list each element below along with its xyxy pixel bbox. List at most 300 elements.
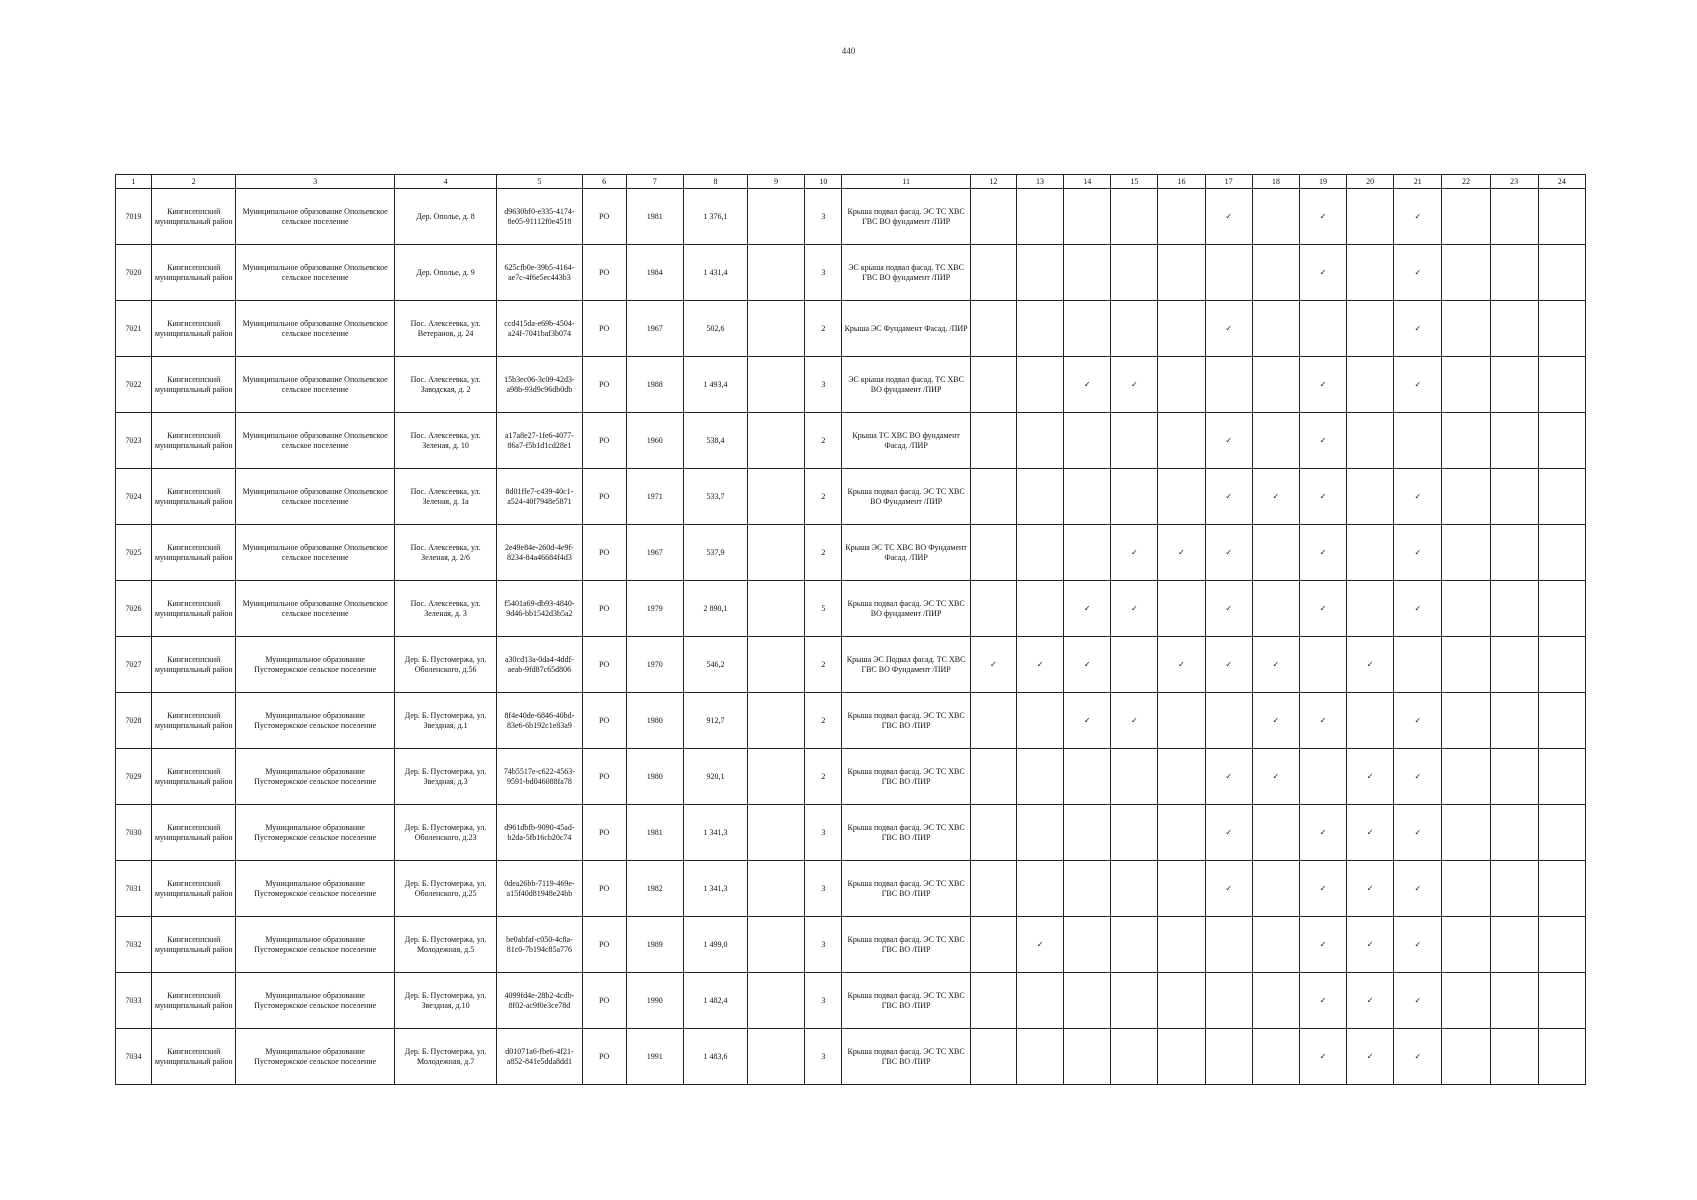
district-cell: Кингисеппский муниципальный район	[152, 637, 236, 693]
check-cell-col-12	[970, 973, 1016, 1029]
check-cell-col-18	[1252, 637, 1299, 693]
check-cell-col-14	[1064, 693, 1111, 749]
check-cell-col-21	[1394, 693, 1442, 749]
column-header-24: 24	[1538, 175, 1585, 189]
works-cell: Крыша подвал фасад. ЭС ТС ХВС ГВС ВО /ПИР	[842, 693, 970, 749]
district-cell: Кингисеппский муниципальный район	[152, 301, 236, 357]
check-cell-col-12	[970, 581, 1016, 637]
check-mark-icon: ✓	[1319, 435, 1327, 445]
district-cell: Кингисеппский муниципальный район	[152, 581, 236, 637]
row-id: 7020	[116, 245, 152, 301]
address-cell: Дер. Б. Пустомержа, ул. Звездная, д.10	[394, 973, 496, 1029]
registry-table	[115, 174, 1586, 1085]
works-cell: Крыша ЭС Фундамент Фасад. /ПИР	[842, 301, 970, 357]
check-cell-col-18	[1252, 245, 1299, 301]
check-cell-col-24	[1538, 917, 1585, 973]
check-cell-col-18	[1252, 301, 1299, 357]
check-mark-icon: ✓	[1319, 1051, 1327, 1061]
year-cell: 1982	[626, 861, 683, 917]
check-mark-icon: ✓	[1272, 659, 1280, 669]
table-row	[116, 1029, 1586, 1085]
building-code-cell: be0abfaf-c050-4c8a-81c0-7b194c85a776	[497, 917, 582, 973]
check-cell-col-20	[1347, 525, 1394, 581]
check-cell-col-14	[1064, 357, 1111, 413]
floors-cell: 3	[805, 1029, 842, 1085]
table-row	[116, 693, 1586, 749]
table-row	[116, 973, 1586, 1029]
check-cell-col-23	[1490, 245, 1538, 301]
works-cell: Крыша подвал фасад. ЭС ТС ХВС ГВС ВО /ПИР	[842, 805, 970, 861]
check-mark-icon: ✓	[1414, 883, 1422, 893]
check-cell-col-23	[1490, 581, 1538, 637]
check-cell-col-14	[1064, 917, 1111, 973]
year-cell: 1971	[626, 469, 683, 525]
check-cell-col-20	[1347, 189, 1394, 245]
check-cell-col-22	[1442, 973, 1490, 1029]
year-cell: 1980	[626, 693, 683, 749]
check-cell-col-24	[1538, 357, 1585, 413]
check-mark-icon: ✓	[990, 659, 997, 669]
building-code-cell: 8d01ffe7-c439-40c1-a524-40f7948e5871	[497, 469, 582, 525]
type-cell: РО	[582, 861, 626, 917]
check-cell-col-21	[1394, 189, 1442, 245]
check-cell-col-18	[1252, 189, 1299, 245]
year-cell: 1988	[626, 357, 683, 413]
check-cell-col-13	[1016, 637, 1063, 693]
works-cell: ЭС крыша подвал фасад. ТС ХВС ВО фундамент /ПИР	[842, 357, 970, 413]
check-cell-col-19	[1299, 413, 1346, 469]
check-cell-col-20	[1347, 245, 1394, 301]
check-mark-icon: ✓	[1366, 1051, 1374, 1061]
check-cell-col-20	[1347, 693, 1394, 749]
address-cell: Пос. Алексеевка, ул. Зеленая, д. 1а	[394, 469, 496, 525]
check-cell-col-14	[1064, 1029, 1111, 1085]
municipality-cell: Муниципальное образование Опольевское сельское поселение	[236, 301, 395, 357]
check-cell-col-17	[1205, 245, 1252, 301]
floors-cell: 2	[805, 469, 842, 525]
check-mark-icon: ✓	[1083, 659, 1091, 669]
address-cell: Дер. Б. Пустомержа, ул. Молодежная, д.7	[394, 1029, 496, 1085]
check-cell-col-23	[1490, 693, 1538, 749]
municipality-cell: Муниципальное образование Пустомержское сельское поселение	[236, 973, 395, 1029]
column-9-cell	[748, 357, 805, 413]
column-9-cell	[748, 805, 805, 861]
address-cell: Пос. Алексеевка, ул. Зеленая, д. 2/6	[394, 525, 496, 581]
column-header-21: 21	[1394, 175, 1442, 189]
row-id: 7026	[116, 581, 152, 637]
works-cell: Крыша подвал фасад. ЭС ТС ХВС ГВС ВО /ПИР	[842, 917, 970, 973]
check-cell-col-18	[1252, 469, 1299, 525]
address-cell: Дер. Б. Пустомержа, ул. Оболенского, д.56	[394, 637, 496, 693]
type-cell: РО	[582, 469, 626, 525]
check-cell-col-18	[1252, 861, 1299, 917]
type-cell: РО	[582, 749, 626, 805]
year-cell: 1960	[626, 413, 683, 469]
check-cell-col-23	[1490, 469, 1538, 525]
municipality-cell: Муниципальное образование Опольевское сельское поселение	[236, 525, 395, 581]
check-cell-col-21	[1394, 1029, 1442, 1085]
check-cell-col-22	[1442, 917, 1490, 973]
building-code-cell: 0dea26bb-7119-469e-a15f40d81948e24bb	[497, 861, 582, 917]
check-mark-icon: ✓	[1414, 939, 1422, 949]
table-row	[116, 357, 1586, 413]
area-cell: 1 431,4	[683, 245, 747, 301]
check-mark-icon: ✓	[1319, 211, 1327, 221]
type-cell: РО	[582, 1029, 626, 1085]
check-cell-col-13	[1016, 357, 1063, 413]
check-mark-icon: ✓	[1131, 603, 1138, 613]
municipality-cell: Муниципальное образование Опольевское сельское поселение	[236, 357, 395, 413]
address-cell: Дер. Б. Пустомержа, ул. Звездная, д.1	[394, 693, 496, 749]
check-cell-col-24	[1538, 245, 1585, 301]
check-mark-icon: ✓	[1319, 883, 1327, 893]
check-cell-col-15	[1111, 861, 1158, 917]
check-cell-col-22	[1442, 637, 1490, 693]
column-9-cell	[748, 917, 805, 973]
check-mark-icon: ✓	[1131, 547, 1138, 557]
year-cell: 1980	[626, 749, 683, 805]
check-cell-col-17	[1205, 861, 1252, 917]
type-cell: РО	[582, 357, 626, 413]
check-cell-col-15	[1111, 525, 1158, 581]
check-cell-col-21	[1394, 245, 1442, 301]
check-cell-col-12	[970, 413, 1016, 469]
column-header-22: 22	[1442, 175, 1490, 189]
check-cell-col-16	[1158, 469, 1205, 525]
check-cell-col-23	[1490, 749, 1538, 805]
check-cell-col-13	[1016, 469, 1063, 525]
check-cell-col-19	[1299, 581, 1346, 637]
check-mark-icon: ✓	[1225, 827, 1233, 837]
works-cell: Крыша ТС ХВС ВО фундамент Фасад. /ПИР	[842, 413, 970, 469]
column-9-cell	[748, 245, 805, 301]
check-cell-col-12	[970, 245, 1016, 301]
address-cell: Пос. Алексеевка, ул. Зеленая, д. 3	[394, 581, 496, 637]
page-number: 440	[841, 46, 856, 56]
district-cell: Кингисеппский муниципальный район	[152, 749, 236, 805]
check-cell-col-19	[1299, 749, 1346, 805]
check-cell-col-20	[1347, 581, 1394, 637]
check-cell-col-17	[1205, 637, 1252, 693]
check-cell-col-12	[970, 357, 1016, 413]
area-cell: 1 493,4	[683, 357, 747, 413]
check-cell-col-19	[1299, 693, 1346, 749]
check-cell-col-18	[1252, 413, 1299, 469]
check-cell-col-23	[1490, 805, 1538, 861]
building-code-cell: 15b3ec06-3c09-42d3-a98b-93d9c96db0db	[497, 357, 582, 413]
check-cell-col-24	[1538, 637, 1585, 693]
check-mark-icon: ✓	[1414, 603, 1422, 613]
column-header-9: 9	[748, 175, 805, 189]
check-cell-col-20	[1347, 357, 1394, 413]
column-header-15: 15	[1111, 175, 1158, 189]
check-cell-col-13	[1016, 301, 1063, 357]
year-cell: 1979	[626, 581, 683, 637]
type-cell: РО	[582, 525, 626, 581]
check-cell-col-16	[1158, 637, 1205, 693]
building-code-cell: a17a8e27-1fe6-4077-86a7-f5b1d1cd28e1	[497, 413, 582, 469]
building-code-cell: d961dbfb-9090-45ad-b2da-5fb16cb20c74	[497, 805, 582, 861]
row-id: 7022	[116, 357, 152, 413]
check-cell-col-13	[1016, 749, 1063, 805]
check-mark-icon: ✓	[1414, 771, 1422, 781]
check-cell-col-19	[1299, 973, 1346, 1029]
table-row	[116, 301, 1586, 357]
check-cell-col-19	[1299, 637, 1346, 693]
check-cell-col-17	[1205, 413, 1252, 469]
floors-cell: 2	[805, 301, 842, 357]
check-mark-icon: ✓	[1178, 547, 1185, 557]
area-cell: 537,9	[683, 525, 747, 581]
check-mark-icon: ✓	[1272, 715, 1280, 725]
check-cell-col-23	[1490, 413, 1538, 469]
address-cell: Пос. Алексеевка, ул. Ветеранов, д. 24	[394, 301, 496, 357]
type-cell: РО	[582, 693, 626, 749]
check-mark-icon: ✓	[1414, 715, 1422, 725]
check-cell-col-18	[1252, 525, 1299, 581]
column-header-11: 11	[842, 175, 970, 189]
type-cell: РО	[582, 917, 626, 973]
check-cell-col-17	[1205, 749, 1252, 805]
check-mark-icon: ✓	[1414, 547, 1422, 557]
check-cell-col-16	[1158, 413, 1205, 469]
check-mark-icon: ✓	[1366, 883, 1374, 893]
table-row	[116, 525, 1586, 581]
table-body	[116, 189, 1586, 1085]
check-cell-col-17	[1205, 357, 1252, 413]
check-cell-col-13	[1016, 581, 1063, 637]
row-id: 7023	[116, 413, 152, 469]
check-cell-col-13	[1016, 805, 1063, 861]
area-cell: 1 499,0	[683, 917, 747, 973]
year-cell: 1984	[626, 245, 683, 301]
check-cell-col-17	[1205, 693, 1252, 749]
check-cell-col-18	[1252, 917, 1299, 973]
check-cell-col-18	[1252, 749, 1299, 805]
column-9-cell	[748, 861, 805, 917]
type-cell: РО	[582, 301, 626, 357]
column-header-6: 6	[582, 175, 626, 189]
area-cell: 1 376,1	[683, 189, 747, 245]
check-cell-col-23	[1490, 189, 1538, 245]
check-cell-col-23	[1490, 301, 1538, 357]
row-id: 7029	[116, 749, 152, 805]
row-id: 7024	[116, 469, 152, 525]
check-cell-col-23	[1490, 1029, 1538, 1085]
check-cell-col-20	[1347, 861, 1394, 917]
check-cell-col-24	[1538, 973, 1585, 1029]
works-cell: Крыша подвал фасад. ЭС ТС ХВС ВО Фундамент /ПИР	[842, 469, 970, 525]
check-cell-col-17	[1205, 917, 1252, 973]
municipality-cell: Муниципальное образование Опольевское сельское поселение	[236, 581, 395, 637]
row-id: 7034	[116, 1029, 152, 1085]
check-cell-col-24	[1538, 413, 1585, 469]
district-cell: Кингисеппский муниципальный район	[152, 413, 236, 469]
address-cell: Пос. Алексеевка, ул. Заводская, д. 2	[394, 357, 496, 413]
floors-cell: 3	[805, 861, 842, 917]
building-code-cell: 74b5517e-c622-4563-9591-bd046088fa78	[497, 749, 582, 805]
area-cell: 1 482,4	[683, 973, 747, 1029]
check-cell-col-16	[1158, 1029, 1205, 1085]
type-cell: РО	[582, 189, 626, 245]
area-cell: 533,7	[683, 469, 747, 525]
table-row	[116, 245, 1586, 301]
area-cell: 1 341,3	[683, 861, 747, 917]
area-cell: 546,2	[683, 637, 747, 693]
works-cell: Крыша подвал фасад. ЭС ТС ХВС ГВС ВО /ПИР	[842, 973, 970, 1029]
check-cell-col-15	[1111, 245, 1158, 301]
check-mark-icon: ✓	[1225, 211, 1233, 221]
address-cell: Дер. Б. Пустомержа, ул. Молодежная, д.5	[394, 917, 496, 973]
check-cell-col-21	[1394, 581, 1442, 637]
check-cell-col-14	[1064, 301, 1111, 357]
works-cell: Крыша ЭС Подвал фасад. ТС ХВС ГВС ВО Фундамент /ПИР	[842, 637, 970, 693]
check-cell-col-12	[970, 1029, 1016, 1085]
check-cell-col-22	[1442, 861, 1490, 917]
check-cell-col-24	[1538, 749, 1585, 805]
district-cell: Кингисеппский муниципальный район	[152, 693, 236, 749]
column-header-5: 5	[497, 175, 582, 189]
type-cell: РО	[582, 973, 626, 1029]
check-cell-col-15	[1111, 973, 1158, 1029]
check-cell-col-19	[1299, 189, 1346, 245]
check-cell-col-12	[970, 805, 1016, 861]
check-cell-col-14	[1064, 525, 1111, 581]
check-cell-col-22	[1442, 301, 1490, 357]
check-cell-col-21	[1394, 525, 1442, 581]
floors-cell: 3	[805, 917, 842, 973]
check-cell-col-22	[1442, 245, 1490, 301]
table-header	[116, 175, 1586, 189]
floors-cell: 2	[805, 749, 842, 805]
floors-cell: 2	[805, 525, 842, 581]
column-9-cell	[748, 637, 805, 693]
check-cell-col-19	[1299, 245, 1346, 301]
year-cell: 1991	[626, 1029, 683, 1085]
check-cell-col-12	[970, 469, 1016, 525]
check-cell-col-24	[1538, 469, 1585, 525]
check-cell-col-21	[1394, 805, 1442, 861]
check-mark-icon: ✓	[1366, 939, 1374, 949]
check-cell-col-21	[1394, 749, 1442, 805]
type-cell: РО	[582, 637, 626, 693]
check-mark-icon: ✓	[1319, 715, 1327, 725]
row-id: 7030	[116, 805, 152, 861]
row-id: 7019	[116, 189, 152, 245]
header-row	[116, 175, 1586, 189]
check-cell-col-22	[1442, 357, 1490, 413]
column-9-cell	[748, 469, 805, 525]
row-id: 7025	[116, 525, 152, 581]
building-code-cell: 625cfb0e-39b5-4164-ae7c-4f6e5ec443b3	[497, 245, 582, 301]
check-cell-col-20	[1347, 413, 1394, 469]
check-cell-col-19	[1299, 525, 1346, 581]
row-id: 7027	[116, 637, 152, 693]
check-cell-col-12	[970, 693, 1016, 749]
check-cell-col-19	[1299, 917, 1346, 973]
municipality-cell: Муниципальное образование Опольевское сельское поселение	[236, 413, 395, 469]
check-cell-col-24	[1538, 301, 1585, 357]
check-cell-col-15	[1111, 581, 1158, 637]
check-cell-col-14	[1064, 973, 1111, 1029]
check-cell-col-20	[1347, 973, 1394, 1029]
check-cell-col-19	[1299, 1029, 1346, 1085]
column-header-16: 16	[1158, 175, 1205, 189]
check-cell-col-16	[1158, 301, 1205, 357]
municipality-cell: Муниципальное образование Опольевское сельское поселение	[236, 189, 395, 245]
check-cell-col-13	[1016, 693, 1063, 749]
column-header-7: 7	[626, 175, 683, 189]
address-cell: Дер. Б. Пустомержа, ул. Звездная, д.3	[394, 749, 496, 805]
check-cell-col-23	[1490, 357, 1538, 413]
check-mark-icon: ✓	[1414, 1051, 1422, 1061]
check-mark-icon: ✓	[1083, 603, 1091, 613]
district-cell: Кингисеппский муниципальный район	[152, 1029, 236, 1085]
row-id: 7028	[116, 693, 152, 749]
check-cell-col-15	[1111, 301, 1158, 357]
check-mark-icon: ✓	[1319, 491, 1327, 501]
type-cell: РО	[582, 581, 626, 637]
check-mark-icon: ✓	[1178, 659, 1185, 669]
check-cell-col-17	[1205, 301, 1252, 357]
check-cell-col-14	[1064, 581, 1111, 637]
table-row	[116, 581, 1586, 637]
area-cell: 920,1	[683, 749, 747, 805]
check-cell-col-13	[1016, 525, 1063, 581]
column-header-1: 1	[116, 175, 152, 189]
year-cell: 1970	[626, 637, 683, 693]
floors-cell: 2	[805, 413, 842, 469]
check-mark-icon: ✓	[1319, 995, 1327, 1005]
check-mark-icon: ✓	[1319, 379, 1327, 389]
check-cell-col-17	[1205, 1029, 1252, 1085]
column-header-8: 8	[683, 175, 747, 189]
check-cell-col-17	[1205, 189, 1252, 245]
check-cell-col-23	[1490, 637, 1538, 693]
check-mark-icon: ✓	[1225, 435, 1233, 445]
year-cell: 1967	[626, 525, 683, 581]
column-9-cell	[748, 693, 805, 749]
year-cell: 1967	[626, 301, 683, 357]
check-cell-col-16	[1158, 189, 1205, 245]
check-cell-col-22	[1442, 1029, 1490, 1085]
check-cell-col-16	[1158, 749, 1205, 805]
municipality-cell: Муниципальное образование Пустомержское сельское поселение	[236, 1029, 395, 1085]
check-mark-icon: ✓	[1225, 547, 1233, 557]
district-cell: Кингисеппский муниципальный район	[152, 861, 236, 917]
column-9-cell	[748, 413, 805, 469]
table-row	[116, 917, 1586, 973]
check-mark-icon: ✓	[1366, 771, 1374, 781]
check-mark-icon: ✓	[1319, 267, 1327, 277]
check-cell-col-21	[1394, 357, 1442, 413]
address-cell: Дер. Б. Пустомержа, ул. Оболенского, д.25	[394, 861, 496, 917]
municipality-cell: Муниципальное образование Пустомержское сельское поселение	[236, 637, 395, 693]
check-cell-col-12	[970, 637, 1016, 693]
check-mark-icon: ✓	[1414, 995, 1422, 1005]
check-cell-col-15	[1111, 917, 1158, 973]
check-cell-col-19	[1299, 357, 1346, 413]
table-row	[116, 805, 1586, 861]
building-code-cell: 4099fd4e-28b2-4cdb-8f02-ac9f0e3ce78d	[497, 973, 582, 1029]
column-9-cell	[748, 749, 805, 805]
check-cell-col-22	[1442, 749, 1490, 805]
building-code-cell: d9630bf0-e335-4174-8e05-91112f0e4518	[497, 189, 582, 245]
check-cell-col-15	[1111, 413, 1158, 469]
check-cell-col-12	[970, 525, 1016, 581]
column-9-cell	[748, 301, 805, 357]
check-cell-col-20	[1347, 301, 1394, 357]
